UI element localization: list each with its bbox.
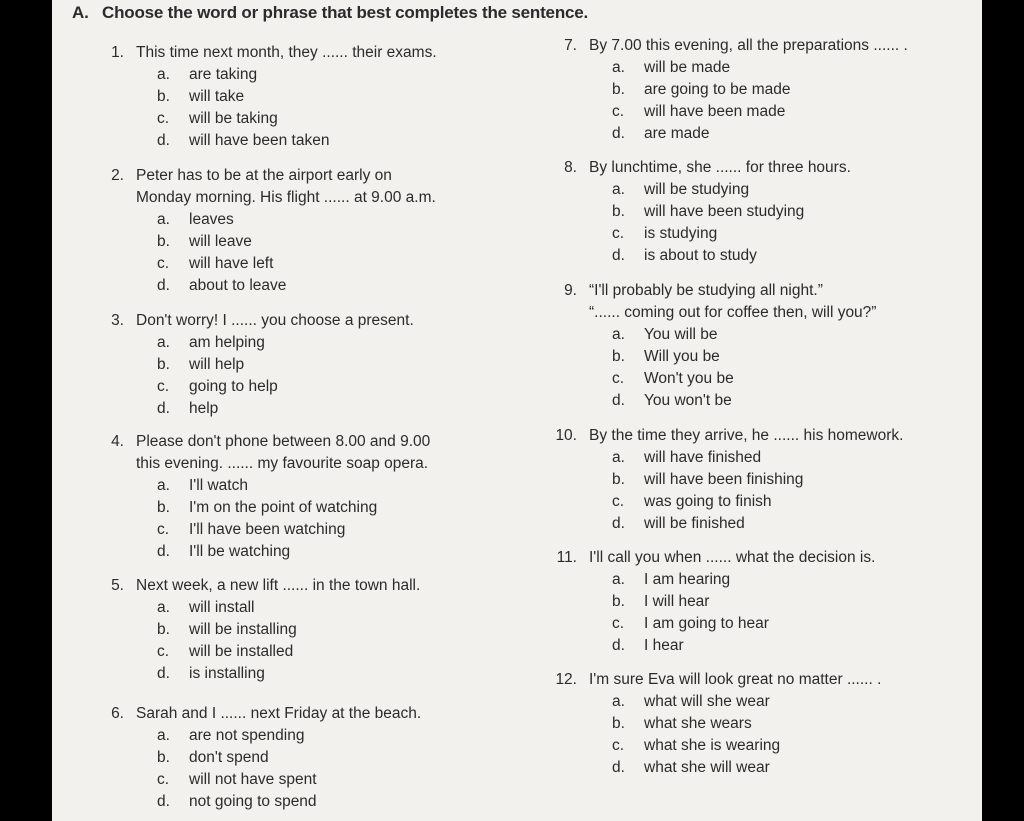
option-text: You won't be [644, 392, 732, 409]
option-text: about to leave [189, 277, 287, 294]
option-text: I'll watch [189, 477, 248, 494]
option-text: I'll have been watching [189, 521, 346, 538]
option-text: Won't you be [644, 370, 734, 387]
option-letter: a. [157, 477, 170, 494]
question-stem [136, 431, 430, 475]
answer-option-a [157, 475, 377, 497]
question-stem-line: By lunchtime, she ...... for three hours. [589, 159, 851, 176]
option-text: will have finished [644, 449, 762, 466]
answer-option-c [157, 108, 329, 130]
answer-option-d [612, 757, 780, 779]
answer-option-b [612, 79, 791, 101]
option-letter: c. [612, 103, 625, 120]
answer-option-c [157, 376, 278, 398]
answer-options [157, 332, 278, 420]
option-text: I am hearing [644, 571, 731, 588]
answer-option-a [612, 447, 803, 469]
answer-options [612, 179, 804, 267]
question-stem-line: Sarah and I ...... next Friday at the beach. [136, 705, 422, 722]
answer-option-d [157, 791, 317, 813]
option-letter: a. [612, 449, 625, 466]
question-stem-line: By the time they arrive, he ...... his homework. [589, 427, 904, 444]
option-letter: d. [157, 543, 170, 560]
option-text: will have been made [644, 103, 786, 120]
option-text: is installing [189, 665, 265, 682]
question-number: 7. [564, 37, 577, 54]
answer-option-b [612, 469, 803, 491]
option-letter: a. [612, 693, 625, 710]
option-letter: d. [157, 132, 170, 149]
option-text: will help [189, 356, 245, 373]
answer-option-c [612, 101, 791, 123]
question-number: 6. [111, 705, 124, 722]
answer-option-a [612, 569, 769, 591]
option-letter: d. [612, 637, 625, 654]
answer-option-a [157, 597, 297, 619]
option-text: I hear [644, 637, 684, 654]
answer-option-d [157, 130, 329, 152]
answer-option-b [157, 354, 278, 376]
option-letter: d. [612, 515, 625, 532]
option-letter: b. [157, 621, 170, 638]
option-text: I am going to hear [644, 615, 769, 632]
option-letter: b. [612, 348, 625, 365]
answer-option-c [612, 491, 803, 513]
section-letter: A. [72, 3, 89, 22]
option-text: is about to study [644, 247, 757, 264]
option-letter: d. [157, 277, 170, 294]
option-letter: b. [157, 88, 170, 105]
question-stem [136, 42, 437, 64]
option-letter: c. [157, 255, 170, 272]
option-letter: b. [612, 203, 625, 220]
option-letter: a. [157, 211, 170, 228]
answer-options [157, 64, 329, 152]
option-text: are not spending [189, 727, 305, 744]
answer-option-b [612, 713, 780, 735]
option-text: will be installing [189, 621, 297, 638]
question-stem-line: Next week, a new lift ...... in the town hall. [136, 577, 421, 594]
answer-option-b [157, 497, 377, 519]
option-letter: d. [157, 665, 170, 682]
question-number: 5. [111, 577, 124, 594]
question-stem [136, 575, 420, 597]
option-letter: a. [612, 326, 625, 343]
answer-options [157, 209, 286, 297]
question-number: 11. [556, 549, 577, 566]
option-text: will be studying [644, 181, 750, 198]
answer-option-c [612, 735, 780, 757]
answer-options [612, 447, 803, 535]
option-text: help [189, 400, 219, 417]
option-text: Will you be [644, 348, 720, 365]
question-stem-line: Peter has to be at the airport early on [136, 167, 392, 184]
option-text: will take [189, 88, 245, 105]
question-stem-line: Please don't phone between 8.00 and 9.00 [136, 433, 431, 450]
answer-option-c [157, 641, 297, 663]
option-letter: d. [157, 400, 170, 417]
option-text: You will be [644, 326, 718, 343]
answer-options [612, 324, 734, 412]
question-number: 8. [564, 159, 577, 176]
option-text: will have left [189, 255, 274, 272]
option-letter: c. [157, 643, 170, 660]
answer-option-d [157, 541, 377, 563]
option-letter: d. [612, 759, 625, 776]
question-number: 1. [111, 44, 124, 61]
option-text: will be taking [189, 110, 278, 127]
question-number: 3. [111, 312, 124, 329]
answer-option-d [612, 123, 791, 145]
answer-options [157, 725, 317, 813]
option-text: I'll be watching [189, 543, 291, 560]
answer-option-b [157, 747, 317, 769]
option-letter: a. [157, 727, 170, 744]
question-stem [589, 669, 881, 691]
answer-option-b [612, 346, 734, 368]
question-stem-line: Monday morning. His flight ...... at 9.00 a.m. [136, 189, 436, 206]
option-letter: c. [157, 771, 170, 788]
option-text: what she wears [644, 715, 752, 732]
option-text: are taking [189, 66, 258, 83]
option-text: am helping [189, 334, 265, 351]
answer-option-d [157, 275, 286, 297]
option-letter: a. [157, 66, 170, 83]
option-letter: d. [157, 793, 170, 810]
question-stem [589, 157, 851, 179]
answer-options [612, 691, 780, 779]
question-number: 9. [564, 282, 577, 299]
option-text: will have been studying [644, 203, 805, 220]
answer-option-b [157, 86, 329, 108]
option-letter: c. [612, 493, 625, 510]
option-letter: c. [612, 737, 625, 754]
option-text: will not have spent [189, 771, 317, 788]
option-letter: b. [157, 233, 170, 250]
option-letter: b. [612, 715, 625, 732]
option-letter: d. [612, 125, 625, 142]
answer-option-c [157, 253, 286, 275]
answer-option-c [612, 368, 734, 390]
option-text: will have been finishing [644, 471, 804, 488]
question-stem-line: I'm sure Eva will look great no matter ...... . [589, 671, 882, 688]
option-letter: a. [612, 571, 625, 588]
question-stem [589, 35, 908, 57]
answer-option-a [612, 179, 804, 201]
option-letter: a. [157, 334, 170, 351]
question-stem-line: This time next month, they ...... their exams. [136, 44, 437, 61]
question-number: 4. [111, 433, 124, 450]
option-text: don't spend [189, 749, 269, 766]
option-letter: c. [612, 615, 625, 632]
question-stem [589, 280, 876, 324]
option-letter: b. [157, 499, 170, 516]
answer-option-c [157, 769, 317, 791]
option-text: will have been taken [189, 132, 330, 149]
option-letter: c. [612, 225, 625, 242]
option-text: will be made [644, 59, 731, 76]
question-number: 10. [555, 427, 577, 444]
option-letter: c. [157, 378, 170, 395]
answer-option-a [157, 332, 278, 354]
option-text: leaves [189, 211, 234, 228]
option-letter: d. [612, 247, 625, 264]
answer-option-d [612, 245, 804, 267]
answer-option-b [612, 591, 769, 613]
option-text: is studying [644, 225, 718, 242]
option-text: what she will wear [644, 759, 770, 776]
answer-option-a [157, 725, 317, 747]
worksheet-page [52, 0, 982, 821]
option-text: will install [189, 599, 255, 616]
answer-options [612, 569, 769, 657]
option-letter: b. [157, 356, 170, 373]
answer-option-a [157, 64, 329, 86]
option-text: I'm on the point of watching [189, 499, 378, 516]
question-stem-line: this evening. ...... my favourite soap opera. [136, 455, 429, 472]
question-stem-line: “...... coming out for coffee then, will you?” [589, 304, 877, 321]
option-letter: a. [157, 599, 170, 616]
question-stem [589, 425, 903, 447]
answer-options [612, 57, 791, 145]
option-text: are going to be made [644, 81, 791, 98]
option-text: not going to spend [189, 793, 317, 810]
option-letter: c. [157, 521, 170, 538]
option-letter: c. [612, 370, 625, 387]
option-letter: a. [612, 59, 625, 76]
answer-option-c [157, 519, 377, 541]
answer-option-a [612, 691, 780, 713]
option-text: was going to finish [644, 493, 772, 510]
option-letter: b. [612, 81, 625, 98]
answer-option-c [612, 223, 804, 245]
answer-options [157, 475, 377, 563]
question-stem-line: “I'll probably be studying all night.” [589, 282, 823, 299]
option-letter: b. [157, 749, 170, 766]
option-text: what will she wear [644, 693, 770, 710]
option-text: will be installed [189, 643, 294, 660]
question-stem-line: Don't worry! I ...... you choose a present. [136, 312, 414, 329]
option-text: are made [644, 125, 710, 142]
question-stem [136, 703, 421, 725]
answer-option-b [612, 201, 804, 223]
answer-option-a [157, 209, 286, 231]
question-number: 12. [555, 671, 577, 688]
option-text: what she is wearing [644, 737, 781, 754]
option-letter: b. [612, 471, 625, 488]
answer-option-a [612, 324, 734, 346]
question-stem-line: I'll call you when ...... what the decision is. [589, 549, 876, 566]
option-letter: d. [612, 392, 625, 409]
section-heading [72, 3, 588, 23]
answer-option-d [157, 398, 278, 420]
answer-option-b [157, 619, 297, 641]
answer-option-d [612, 513, 803, 535]
question-number: 2. [111, 167, 124, 184]
option-text: going to help [189, 378, 278, 395]
section-instruction: Choose the word or phrase that best completes the sentence. [102, 3, 589, 22]
question-stem-line: By 7.00 this evening, all the preparations ...... . [589, 37, 908, 54]
question-stem [589, 547, 875, 569]
option-text: will leave [189, 233, 252, 250]
option-letter: c. [157, 110, 170, 127]
answer-options [157, 597, 297, 685]
answer-option-d [612, 635, 769, 657]
question-stem [136, 165, 436, 209]
option-letter: a. [612, 181, 625, 198]
answer-option-d [157, 663, 297, 685]
option-text: will be finished [644, 515, 745, 532]
answer-option-b [157, 231, 286, 253]
question-stem [136, 310, 414, 332]
option-text: I will hear [644, 593, 710, 610]
answer-option-d [612, 390, 734, 412]
answer-option-a [612, 57, 791, 79]
option-letter: b. [612, 593, 625, 610]
answer-option-c [612, 613, 769, 635]
